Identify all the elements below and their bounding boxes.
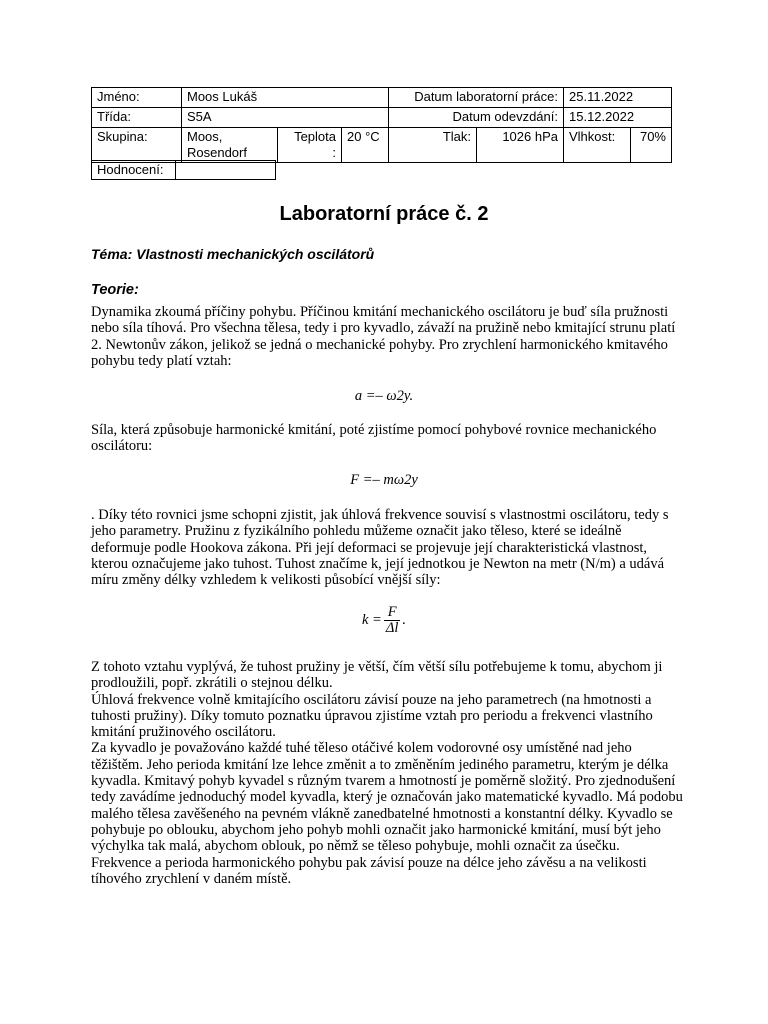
teplota-value: 20 °C <box>342 128 389 163</box>
skupina-value <box>182 128 278 163</box>
skupina-value-line1: Moos, <box>187 129 223 144</box>
topic-heading: Téma: Vlastnosti mechanických oscilátorů <box>91 246 375 262</box>
jmeno-value: Moos Lukáš <box>182 88 389 108</box>
formula-stiffness-tail: . <box>402 611 407 628</box>
formula-stiffness-denominator: Δl <box>385 620 399 636</box>
hodnoceni-value <box>176 161 276 180</box>
tlak-label: Tlak: <box>389 128 477 163</box>
header-row-3 <box>92 128 672 163</box>
vlhkost-value: 70% <box>630 128 671 163</box>
datum-odevzdani-value: 15.12.2022 <box>564 108 672 128</box>
header-row-2 <box>92 108 672 128</box>
teplota-label-line2: : <box>332 145 336 160</box>
teplota-label <box>278 128 342 163</box>
page-title: Laboratorní práce č. 2 <box>279 203 489 225</box>
trida-label: Třída: <box>92 108 182 128</box>
paragraph-5-text: Úhlová frekvence volně kmitajícího oscilátoru závisí pouze na jeho parametrech (na hmotnosti a tuhosti pružiny). Díky tomuto poznatku úpravou zjistíme vztah pro periodu a frekvenci vlastního kmitání pružinového oscilátoru. <box>91 691 653 741</box>
vlhkost-label: Vlhkost: <box>564 128 631 163</box>
tlak-value: 1026 hPa <box>477 128 564 163</box>
paragraph-4 <box>91 659 683 887</box>
jmeno-label: Jméno: <box>92 88 182 108</box>
paragraph-1-text: Dynamika zkoumá příčiny pohybu. Příčinou kmitání mechanického oscilátoru je buď síla pružnosti nebo síla tíhová. Pro všechna tělesa, tedy i pro kyvadlo, závaží na pružině nebo kmitající strunu platí 2. Newtonův zákon, jelikož se jedná o mechanické pohyby. Pro zrychlení harmonického kmitavého pohybu tedy platí vztah: <box>91 304 676 369</box>
formula-stiffness-fraction <box>384 605 401 636</box>
datum-lab-label: Datum laboratorní práce: <box>389 88 564 108</box>
paragraph-2-text: Síla, která způsobuje harmonické kmitání, poté zjistíme pomocí pohybové rovnice mechanického oscilátoru: <box>91 422 657 455</box>
header-table <box>91 87 672 163</box>
paragraph-6-text: Za kyvadlo je považováno každé tuhé těleso otáčivé kolem vodorovné osy umístěné nad jeho těžištěm. Jeho perioda kmitání lze lehce změnit a to změněním jediného parametru, kterým je délka kyvadla. Kmitavý pohyb kyvadel s různým tvarem a hmotností je poměrně složitý. Pro zjednodušení tedy zavádíme jednoduchý model kyvadla, který je označován jako matematické kyvadlo. Má podobu malého tělesa zavěšeného na pevném vlákně zanedbatelné hmotnosti a konstantní délky. Kyvadlo se pohybuje po oblouku, abychom jeho pohyb mohli označit jako harmonické kmitání, musí být jeho výchylka tak malá, abychom oblouk, po němž se těleso pohybuje, mohli označit za úsečku. Frekvence a perioda harmonického pohybu pak závisí pouze na délce jeho závěsu a na velikosti tíhového zrychlení v daném místě. <box>91 740 683 887</box>
formula-stiffness-numerator: F <box>384 605 401 621</box>
formula-acceleration: a =– ω2y. <box>354 388 414 404</box>
formula-stiffness-lhs: k = <box>361 611 382 628</box>
skupina-value-line2: Rosendorf <box>187 145 247 160</box>
hodnoceni-label: Hodnocení: <box>92 161 176 180</box>
skupina-label: Skupina: <box>92 128 182 163</box>
formula-force: F =– mω2y <box>350 472 418 488</box>
trida-value: S5A <box>182 108 389 128</box>
paragraph-4-text: Z tohoto vztahu vyplývá, že tuhost pružiny je větší, čím větší sílu potřebujeme k tomu, abychom ji prodloužili, popř. zkrátili o stejnou délku. <box>91 659 663 692</box>
header-row-1 <box>92 88 672 108</box>
teplota-label-line1: Teplota <box>294 129 336 144</box>
paragraph-1 <box>91 304 683 369</box>
paragraph-2 <box>91 422 683 455</box>
datum-odevzdani-label: Datum odevzdání: <box>389 108 564 128</box>
paragraph-3-text: . Díky této rovnici jsme schopni zjistit, jak úhlová frekvence souvisí s vlastnostmi oscilátoru, tedy s jeho parametry. Pružinu z fyzikálního pohledu můžeme označit jako těleso, které se ideálně deformuje podle Hookova zákona. Při její deformaci se projevuje její charakteristická vlastnost, kterou označujeme jako tuhost. Tuhost značíme k, její jednotkou je Newton na metr (N/m) a udává míru změny délky vzhledem k velikosti působící vnější síly: <box>91 507 669 589</box>
theory-heading: Teorie: <box>91 282 139 298</box>
paragraph-3 <box>91 507 683 588</box>
hodnoceni-table <box>91 160 276 180</box>
formula-stiffness <box>0 605 768 636</box>
hodnoceni-row <box>92 161 276 180</box>
datum-lab-value: 25.11.2022 <box>564 88 672 108</box>
